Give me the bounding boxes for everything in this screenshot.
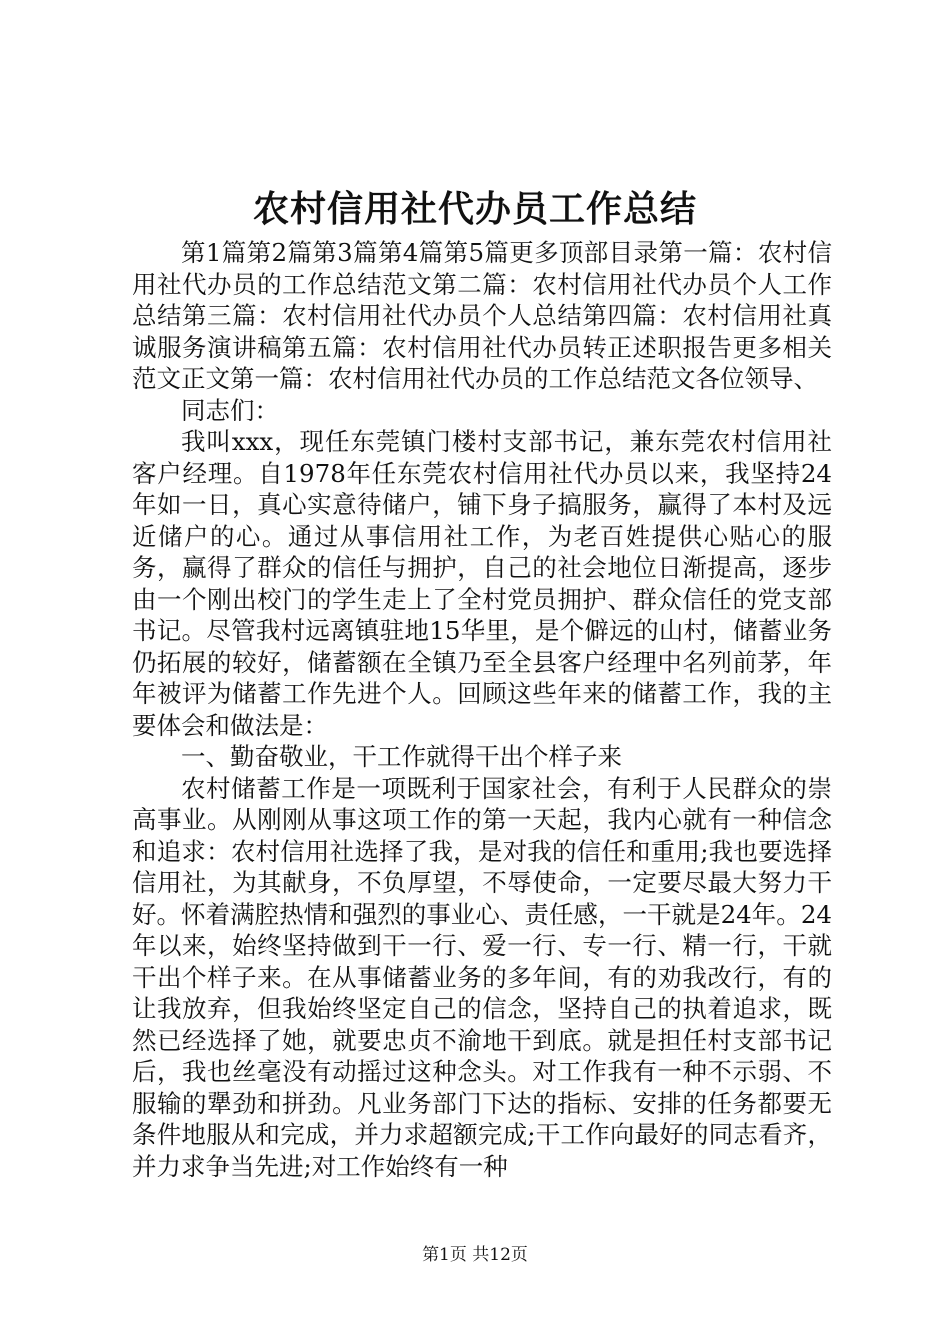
paragraph-toc: 第1篇第2篇第3篇第4篇第5篇更多顶部目录第一篇：农村信用社代办员的工作总结范文第二篇：农村信用社代办员个人工作总结第三篇：农村信用社代办员个人总结第四篇：农村信用社真诚服务演讲稿第五篇：农村信用社代办员转正述职报告更多相关范文正文第一篇：农村信用社代办员的工作总结范文各位领导、	[132, 238, 832, 393]
document-title: 农村信用社代办员工作总结	[252, 189, 697, 230]
paragraph-intro: 我叫xxx，现任东莞镇门楼村支部书记，兼东莞农村信用社客户经理。自1978年任东莞农村信用社代办员以来，我坚持24年如一日，真心实意待储户，铺下身子搞服务，赢得了本村及远近储户的心。通过从事信用社工作，为老百姓提供心贴心的服务，赢得了群众的信任与拥护，自己的社会地位日渐提高，逐步由一个刚出校门的学生走上了全村党员拥护、群众信任的党支部书记。尽管我村远离镇驻地15华里，是个僻远的山村，储蓄业务仍拓展的较好，储蓄额在全镇乃至全县客户经理中名列前茅，年年被评为储蓄工作先进个人。回顾这些年来的储蓄工作，我的主要体会和做法是：	[132, 427, 832, 740]
paragraph-salutation: 同志们：	[181, 395, 279, 425]
section-heading: 一、勤奋敬业，干工作就得干出个样子来	[181, 742, 622, 771]
page-number-footer: 第1页 共12页	[422, 1245, 528, 1265]
paragraph-section-one: 农村储蓄工作是一项既利于国家社会，有利于人民群众的崇高事业。从刚刚从事这项工作的第一天起，我内心就有一种信念和追求：农村信用社选择了我，是对我的信任和重用;我也要选择信用社，为其献身，不负厚望，不辱使命，一定要尽最大努力干好。怀着满腔热情和强烈的事业心、责任感，一干就是24年。24年以来，始终坚持做到干一行、爱一行、专一行、精一行，干就干出个样子来。在从事储蓄业务的多年间，有的劝我改行，有的让我放弃，但我始终坚定自己的信念，坚持自己的执着追求，既然已经选择了她，就要忠贞不渝地干到底。就是担任村支部书记后，我也丝毫没有动摇过这种念头。对工作我有一种不示弱、不服输的犟劲和拼劲。凡业务部门下达的指标、安排的任务都要无条件地服从和完成，并力求超额完成;干工作向最好的同志看齐，并力求争当先进;对工作始终有一种	[132, 773, 832, 1181]
document-body	[132, 237, 832, 1182]
